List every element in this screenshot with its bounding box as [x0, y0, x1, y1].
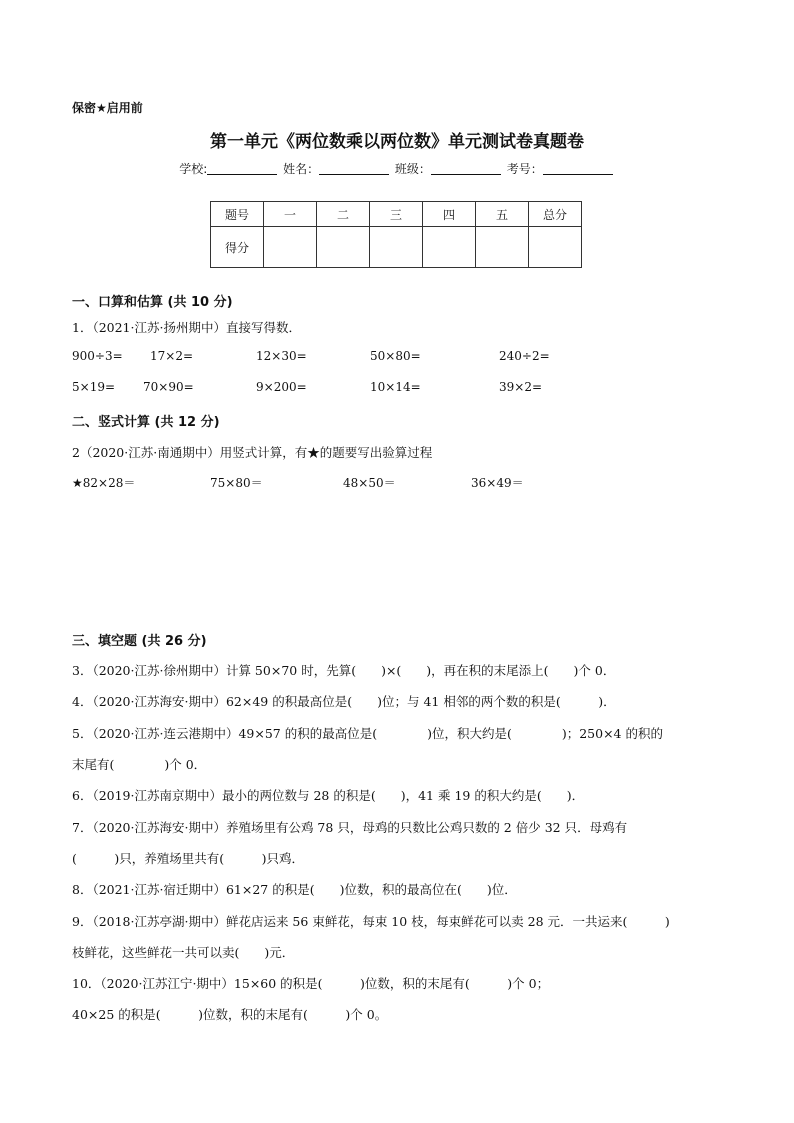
name-label: 姓名：	[283, 162, 320, 176]
calc-item: 5×19=	[72, 380, 116, 394]
vertical-calc-item: 75×80＝	[210, 476, 263, 490]
calc-item: 17×2=	[150, 349, 194, 363]
vertical-calc-item: ★82×28＝	[72, 476, 136, 490]
exam-number-label: 考号：	[506, 162, 543, 176]
question-6: 6．（2019·江苏南京期中）最小的两位数与 28 的积是( )，41 乘 19 的积大约是( )．	[72, 788, 585, 803]
score-header-cell: 五	[476, 202, 529, 227]
score-table	[210, 201, 582, 268]
score-header-cell: 题号	[211, 202, 264, 227]
school-label: 学校:	[179, 162, 208, 176]
calc-item: 240÷2=	[499, 349, 550, 363]
section-2-title: 二、竖式计算 (共 12 分)	[72, 415, 220, 430]
score-header-cell: 四	[423, 202, 476, 227]
question-5: 5．（2020·江苏·连云港期中）49×57 的积的最高位是( )位，积大约是( )；250×4 的积的	[72, 726, 663, 741]
calc-item: 9×200=	[256, 380, 307, 394]
school-field[interactable]	[207, 162, 277, 175]
score-header-cell: 总分	[529, 202, 582, 227]
name-field[interactable]	[319, 162, 389, 175]
page-title: 第一单元《两位数乘以两位数》单元测试卷真题卷	[210, 132, 584, 152]
question-4: 4．（2020·江苏海安·期中）62×49 的积最高位是( )位；与 41 相邻的两个数的积是( )．	[72, 694, 616, 709]
question-10: 10．（2020·江苏江宁·期中）15×60 的积是( )位数，积的末尾有( )个 0；	[72, 976, 550, 991]
vertical-calc-item: 48×50＝	[343, 476, 396, 490]
question-8: 8．（2021·江苏·宿迁期中）61×27 的积是( )位数，积的最高位在( )位．	[72, 882, 517, 897]
question-1: 1．（2021·江苏·扬州期中）直接写得数．	[72, 320, 301, 335]
score-cell[interactable]	[317, 227, 370, 268]
question-9-cont: 枝鲜花，这些鲜花一共可以卖( )元．	[72, 945, 295, 960]
section-3-title: 三、填空题 (共 26 分)	[72, 634, 207, 649]
calc-item: 10×14=	[370, 380, 421, 394]
question-7-cont: ( )只，养殖场里共有( )只鸡．	[72, 851, 305, 866]
calc-item: 50×80=	[370, 349, 421, 363]
question-10-cont: 40×25 的积是( )位数，积的末尾有( )个 0。	[72, 1007, 388, 1022]
calc-item: 39×2=	[499, 380, 543, 394]
question-9: 9．（2018·江苏亭湖·期中）鲜花店运来 56 束鲜花，每束 10 枝，每束鲜花可以卖 28 元．一共运来( )	[72, 914, 670, 929]
question-5-cont: 末尾有( )个 0．	[72, 757, 207, 772]
class-label: 班级：	[394, 162, 431, 176]
vertical-calc-item: 36×49＝	[471, 476, 524, 490]
question-3: 3．（2020·江苏·徐州期中）计算 50×70 时，先算( )×( )，再在积的末尾添上( )个 0．	[72, 663, 616, 678]
calc-item: 70×90=	[143, 380, 194, 394]
score-cell[interactable]	[264, 227, 317, 268]
exam-number-field[interactable]	[543, 162, 613, 175]
question-2: 2（2020·江苏·南通期中）用竖式计算，有★的题要写出验算过程	[72, 445, 433, 460]
class-field[interactable]	[431, 162, 501, 175]
score-cell[interactable]	[476, 227, 529, 268]
student-info-line	[0, 160, 794, 177]
score-header-cell: 一	[264, 202, 317, 227]
section-1-title: 一、口算和估算 (共 10 分)	[72, 295, 233, 310]
score-cell[interactable]	[370, 227, 423, 268]
question-7: 7．（2020·江苏海安·期中）养殖场里有公鸡 78 只，母鸡的只数比公鸡只数的 2 倍少 32 只．母鸡有	[72, 820, 628, 835]
score-row-label: 得分	[211, 227, 264, 268]
calc-item: 900÷3=	[72, 349, 123, 363]
score-cell[interactable]	[529, 227, 582, 268]
confidential-label: 保密★启用前	[72, 101, 143, 115]
score-header-cell: 二	[317, 202, 370, 227]
score-cell[interactable]	[423, 227, 476, 268]
calc-item: 12×30=	[256, 349, 307, 363]
score-header-cell: 三	[370, 202, 423, 227]
